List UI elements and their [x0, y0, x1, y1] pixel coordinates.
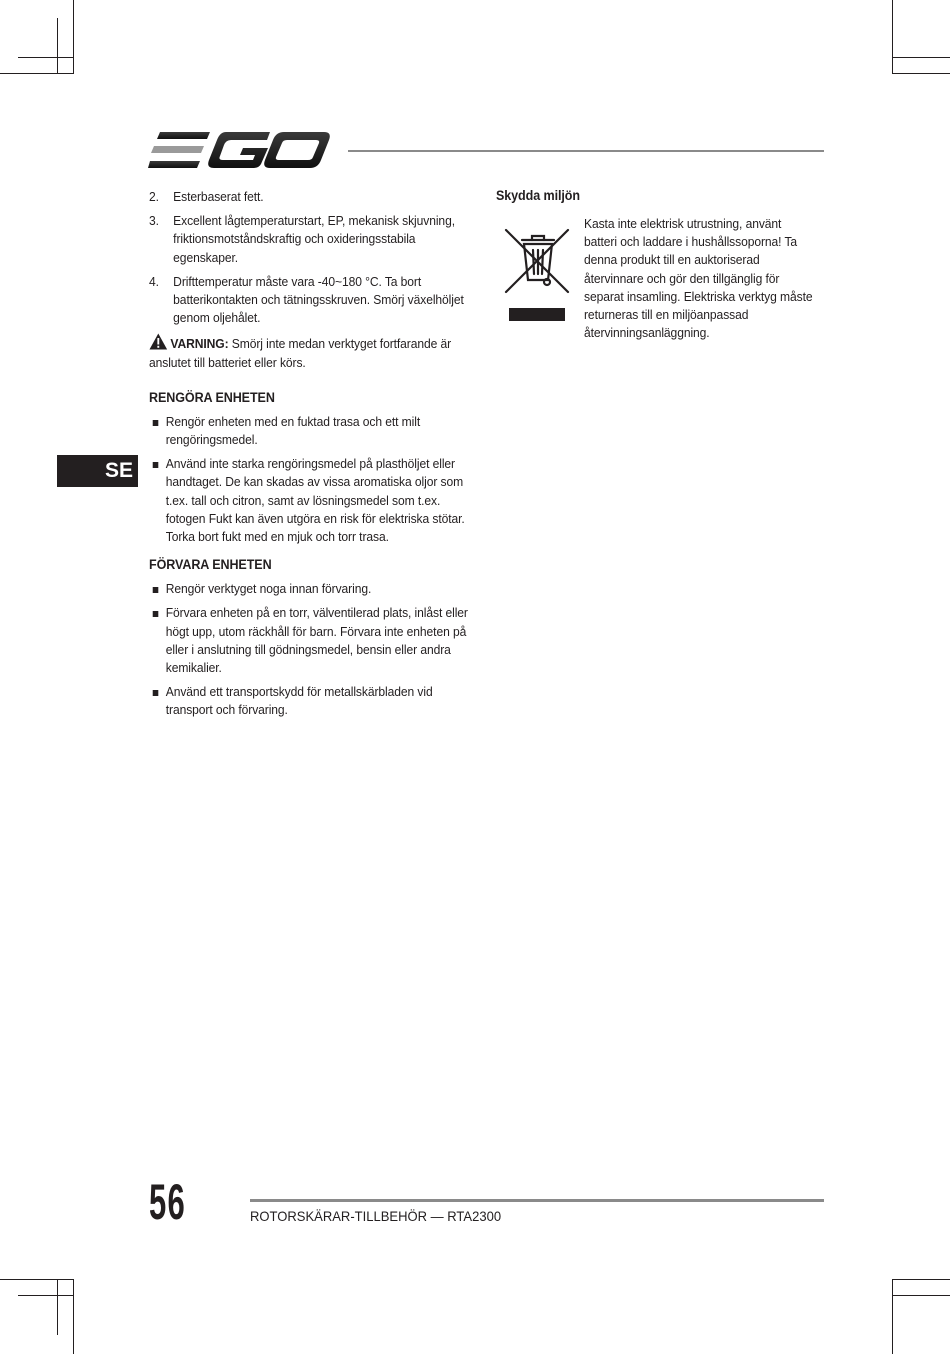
- list-item: Använd ett transportskydd för metallskärbladen vid transport och förvaring.: [149, 683, 479, 719]
- warning-text: Smörj inte medan verktyget fortfarande är anslutet till batteriet eller körs.: [149, 336, 452, 370]
- storage-list: [149, 580, 479, 719]
- crop-mark: [57, 1279, 58, 1335]
- list-item: Förvara enheten på en torr, välventilerad plats, inlåst eller högt upp, utom räckhåll för barn. Förvara inte enheten på eller i anslutning till gödningsmedel, bensin eller andra kemikalier.: [149, 604, 479, 677]
- language-tab: SE: [57, 455, 138, 487]
- crop-mark: [73, 0, 74, 74]
- crop-mark: [892, 57, 950, 58]
- left-column: [149, 188, 479, 726]
- crop-mark: [892, 1279, 893, 1354]
- section-title-environment: Skydda miljön: [496, 188, 580, 203]
- warning-triangle-icon: [149, 333, 168, 350]
- storage-list-block: [149, 580, 479, 719]
- crop-mark: [892, 1295, 950, 1296]
- environment-text: Kasta inte elektrisk utrustning, använt batteri och laddare i hushållssoporna! Ta denna produkt till en auktoriserad återvinnare och gör den tillgänglig för separat insamling. Elektriska verktyg måste returneras till en miljöanpassad återvinningsanläggning.: [584, 216, 813, 341]
- cleaning-list-block: [149, 413, 479, 546]
- crop-mark: [73, 1279, 74, 1354]
- list-item: [149, 273, 479, 328]
- list-item: Använd inte starka rengöringsmedel på plasthöljet eller handtaget. De kan skadas av vissa aromatiska oljor som t.ex. tall och citron, samt av lösningsmedel som t.ex. fotogen Fukt kan även utgöra en risk för elektriska stötar. Torka bort fukt med en mjuk och torr trasa.: [149, 455, 479, 546]
- list-item: Rengör verktyget noga innan förvaring.: [149, 580, 479, 598]
- crop-mark: [892, 1279, 950, 1280]
- crop-mark: [57, 18, 58, 74]
- section-title-cleaning: RENGÖRA ENHETEN: [149, 389, 275, 405]
- right-column: [496, 188, 826, 203]
- crop-mark: [18, 1295, 74, 1296]
- crop-mark: [892, 73, 950, 74]
- crossed-out-bin-icon: [502, 222, 572, 322]
- item-text: Drifttemperatur måste vara -40~180 °C. Ta bort batterikontakten och tätningsskruven. Smörj växelhöljet genom oljehålet.: [173, 273, 464, 326]
- section-title-storage: FÖRVARA ENHETEN: [149, 557, 272, 573]
- page-number: 56: [149, 1174, 186, 1230]
- item-text: Esterbaserat fett.: [173, 189, 264, 204]
- crop-mark: [892, 0, 893, 74]
- footer-rule: [250, 1199, 824, 1202]
- numbered-list-block: [149, 188, 479, 372]
- footer-title: ROTORSKÄRAR-TILLBEHÖR — RTA2300: [250, 1208, 502, 1224]
- item-number: 3.: [149, 213, 159, 229]
- list-item: Rengör enheten med en fuktad trasa och ett milt rengöringsmedel.: [149, 413, 479, 449]
- warning-note: [149, 333, 479, 371]
- crop-mark: [18, 57, 74, 58]
- warning-label: VARNING:: [170, 336, 229, 352]
- list-item: [149, 188, 479, 206]
- header-rule: [348, 150, 824, 152]
- item-number: 4.: [149, 273, 159, 289]
- list-item: [149, 212, 479, 267]
- crop-mark: [0, 73, 74, 74]
- crop-mark: [0, 1279, 74, 1280]
- cleaning-list: [149, 413, 479, 546]
- numbered-list: [149, 188, 479, 327]
- ego-logo: [148, 128, 332, 172]
- item-text: Excellent lågtemperaturstart, EP, mekanisk skjuvning, friktionsmotståndskraftig och oxideringsstabila egenskaper.: [173, 213, 455, 265]
- item-number: 2.: [149, 189, 159, 204]
